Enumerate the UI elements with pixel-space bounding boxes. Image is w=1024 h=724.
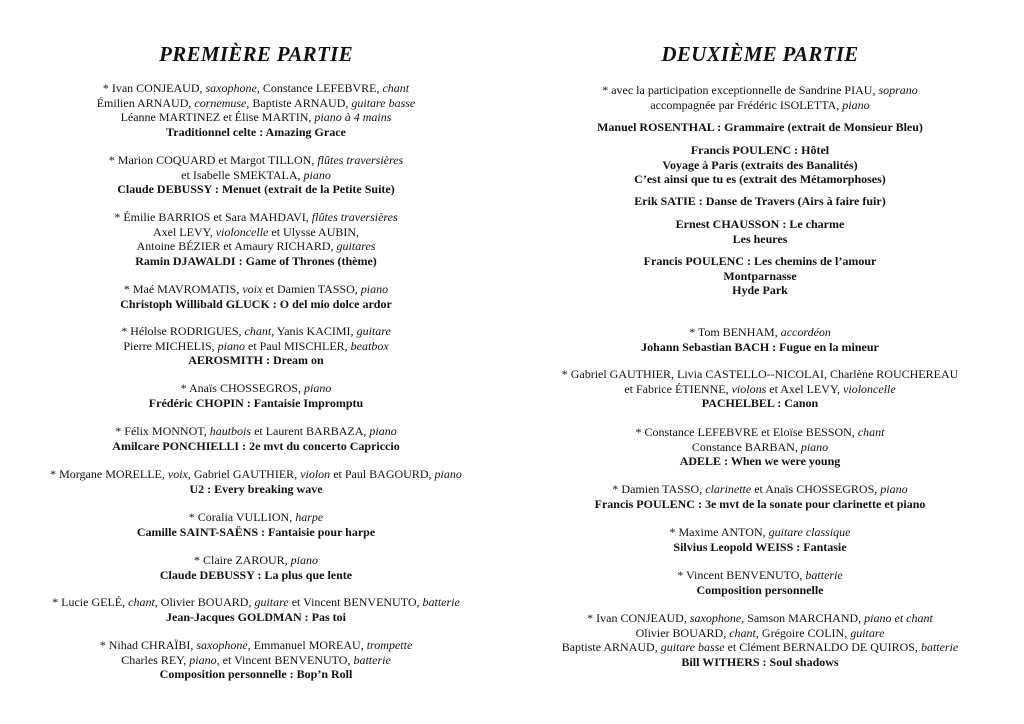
instrument: violoncelle xyxy=(843,381,896,396)
entry-line xyxy=(500,83,1020,98)
part-two-title: DEUXIÈME PARTIE xyxy=(661,42,859,66)
entry-line xyxy=(500,217,1020,232)
entry-line xyxy=(500,283,1020,298)
entry-line xyxy=(500,340,1020,355)
performer-text: * Nihad CHRAÏBI, xyxy=(99,638,197,652)
instrument: chant xyxy=(857,425,885,439)
entry-line xyxy=(0,339,512,354)
entry-line xyxy=(0,595,512,610)
instrument: piano xyxy=(189,652,217,667)
entry-line xyxy=(0,81,512,96)
program-entry xyxy=(500,194,1020,209)
instrument: violon xyxy=(300,467,331,481)
performer-text: * Félix MONNOT, xyxy=(115,424,210,438)
entry-line xyxy=(500,583,1020,598)
instrument: chant xyxy=(128,595,155,609)
performer-text: et Vincent BENVENUTO, xyxy=(288,595,423,609)
entry-line xyxy=(500,626,1020,641)
program-entry xyxy=(0,510,512,539)
piece-title: Jean-Jacques GOLDMAN : Pas toi xyxy=(166,609,346,624)
performer-text: Baptiste ARNAUD, xyxy=(561,640,661,655)
program-entry xyxy=(500,611,1020,669)
piece-title: Montparnasse xyxy=(723,268,797,283)
entry-line xyxy=(0,525,512,540)
performer-text: , Olivier BOUARD, xyxy=(154,595,255,609)
performer-text: * Vincent BENVENUTO, xyxy=(677,568,806,582)
performer-text: * Lucie GELÉ, xyxy=(52,595,129,609)
performer-text: et Paul MISCHLER, xyxy=(245,338,351,353)
entry-line xyxy=(500,269,1020,284)
entry-line xyxy=(500,655,1020,670)
entry-line xyxy=(0,324,512,339)
performer-text: * Ivan CONJEAUD, xyxy=(587,611,690,625)
instrument: chant xyxy=(729,625,756,640)
entry-line xyxy=(500,158,1020,173)
instrument: saxophone xyxy=(205,81,257,95)
instrument: guitare basse xyxy=(660,640,725,655)
program-entry xyxy=(500,217,1020,246)
instrument: guitare xyxy=(356,324,391,338)
instrument: batterie xyxy=(920,640,959,655)
entry-line xyxy=(0,610,512,625)
performer-text: * Damien TASSO, xyxy=(612,482,706,496)
instrument: piano xyxy=(800,439,829,454)
performer-text: et Fabrice ÉTIENNE, xyxy=(624,381,732,396)
instrument: clarinette xyxy=(705,482,752,496)
entry-line xyxy=(500,382,1020,397)
entry-line xyxy=(0,282,512,297)
instrument: cornemuse xyxy=(194,95,247,110)
entry-line xyxy=(500,525,1020,540)
instrument: accordéon xyxy=(780,325,831,339)
piece-title: Ramin DJAWALDI : Game of Thrones (thème) xyxy=(135,253,377,268)
performer-text: * Hélolse RODRIGUES, xyxy=(121,324,245,338)
entry-line xyxy=(0,638,512,653)
entry-line xyxy=(0,510,512,525)
instrument: guitare basse xyxy=(351,95,416,110)
entry-line xyxy=(500,425,1020,440)
performer-text: * Gabriel GAUTHIER, Livia CASTELLO--NICOLAI, Charlène ROUCHEREAU xyxy=(561,367,959,381)
program-entry xyxy=(0,282,512,311)
performer-text: * Marion COQUARD et Margot TILLON, xyxy=(108,153,318,167)
piece-title: Francis POULENC : 3e mvt de la sonate pour clarinette et piano xyxy=(594,496,926,511)
program-entry xyxy=(0,553,512,582)
performer-text: et Axel LEVY, xyxy=(766,381,844,396)
piece-title: Erik SATIE : Danse de Travers (Airs à faire fuir) xyxy=(634,194,886,208)
instrument: guitare classique xyxy=(768,525,851,539)
performer-text: * Ivan CONJEAUD, xyxy=(102,81,206,95)
performer-text: , Gabriel GAUTHIER, xyxy=(187,467,301,481)
performer-text: * Émilie BARRIOS et Sara MAHDAVI, xyxy=(114,210,312,224)
part-one-title: PREMIÈRE PARTIE xyxy=(159,42,353,66)
performer-text: Antoine BÉZIER et Amaury RICHARD, xyxy=(136,239,337,254)
entry-line xyxy=(500,325,1020,340)
program-entry xyxy=(500,425,1020,469)
piece-title: Claude DEBUSSY : Menuet (extrait de la Petite Suite) xyxy=(117,182,395,197)
entry-line xyxy=(0,568,512,583)
entry-line xyxy=(0,153,512,168)
piece-title: PACHELBEL : Canon xyxy=(701,396,819,411)
piece-title: Bill WITHERS : Soul shadows xyxy=(681,654,839,669)
piece-title: Johann Sebastian BACH : Fugue en la mineur xyxy=(641,339,879,354)
entry-line xyxy=(0,439,512,454)
program-entry xyxy=(500,367,1020,411)
entry-line xyxy=(0,110,512,125)
performer-text: Léanne MARTINEZ et Élise MARTIN, xyxy=(120,110,315,125)
entry-line xyxy=(0,381,512,396)
performer-text: et Ulysse AUBIN, xyxy=(268,224,360,239)
piece-title: Silvius Leopold WEISS : Fantasie xyxy=(673,539,847,554)
piece-title: C’est ainsi que tu es (extrait des Métamorphoses) xyxy=(634,172,886,187)
program-entry xyxy=(500,254,1020,298)
entry-line xyxy=(0,210,512,225)
performer-text: * Morgane MORELLE, xyxy=(50,467,168,481)
piece-title: Composition personnelle xyxy=(696,582,824,597)
performer-text: et Paul BAGOURD, xyxy=(330,467,435,481)
entry-line xyxy=(0,667,512,682)
performer-text: , Yanis KACIMI, xyxy=(271,324,357,338)
performer-text: , Constance LEFEBVRE, xyxy=(256,81,383,95)
piece-title: Frédéric CHOPIN : Fantaisie Impromptu xyxy=(148,395,364,410)
program-entry xyxy=(0,595,512,624)
instrument: piano xyxy=(217,338,245,353)
piece-title: U2 : Every breaking wave xyxy=(189,481,323,496)
program-entry xyxy=(500,83,1020,112)
performer-text: Olivier BOUARD, xyxy=(635,625,730,640)
instrument: violoncelle xyxy=(215,224,269,239)
instrument: voix xyxy=(242,282,263,296)
entry-line xyxy=(0,396,512,411)
instrument: harpe xyxy=(295,510,324,524)
program-entry xyxy=(0,424,512,453)
performer-text: , Emmanuel MOREAU, xyxy=(247,638,367,652)
program-entry xyxy=(0,210,512,268)
entry-line xyxy=(500,497,1020,512)
instrument: piano xyxy=(842,97,870,112)
entry-line xyxy=(0,96,512,111)
instrument: piano xyxy=(434,467,462,481)
instrument: guitare xyxy=(254,595,289,609)
entry-line xyxy=(0,239,512,254)
entry-line xyxy=(0,254,512,269)
instrument: guitares xyxy=(336,239,376,254)
performer-text: Émilien ARNAUD, xyxy=(96,95,195,110)
entry-line xyxy=(500,98,1020,113)
piece-title: Traditionnel celte : Amazing Grace xyxy=(166,124,346,139)
instrument: piano xyxy=(369,424,397,438)
entry-line xyxy=(500,540,1020,555)
entry-line xyxy=(0,353,512,368)
performer-text: , Samson MARCHAND, xyxy=(741,611,865,625)
performer-text: et Anaïs CHOSSEGROS, xyxy=(751,482,881,496)
piece-title: AEROSMITH : Dream on xyxy=(188,353,324,368)
program-entry xyxy=(0,638,512,682)
entry-line xyxy=(0,653,512,668)
instrument: flûtes traversières xyxy=(317,153,404,167)
performer-text: Constance BARBAN, xyxy=(691,439,801,454)
entry-line xyxy=(500,254,1020,269)
piece-title: Ernest CHAUSSON : Le charme xyxy=(675,217,845,231)
instrument: batterie xyxy=(422,595,460,609)
piece-title: Christoph Willibald GLUCK : O del mio dolce ardor xyxy=(120,296,392,311)
piece-title: Camille SAINT-SAËNS : Fantaisie pour harpe xyxy=(136,524,376,539)
entry-line xyxy=(500,454,1020,469)
instrument: flûtes traversières xyxy=(311,210,398,224)
entry-line xyxy=(0,125,512,140)
instrument: violons xyxy=(731,381,767,396)
entry-line xyxy=(500,440,1020,455)
instrument: saxophone xyxy=(689,611,742,625)
instrument: chant xyxy=(244,324,272,338)
instrument: piano et chant xyxy=(864,611,933,625)
piece-title: Claude DEBUSSY : La plus que lente xyxy=(159,567,353,582)
entry-line xyxy=(500,396,1020,411)
entry-line xyxy=(500,143,1020,158)
program-entry xyxy=(0,467,512,496)
program-entry xyxy=(500,120,1020,135)
instrument: saxophone xyxy=(196,638,248,652)
performer-text: accompagnée par Frédéric ISOLETTA, xyxy=(650,97,843,112)
entry-line xyxy=(500,611,1020,626)
instrument: trompette xyxy=(366,638,413,652)
performer-text: * Maxime ANTON, xyxy=(669,525,769,539)
instrument: batterie xyxy=(805,568,843,582)
entry-line xyxy=(500,172,1020,187)
instrument: guitare xyxy=(850,625,885,640)
entry-line xyxy=(0,482,512,497)
program-entry xyxy=(0,381,512,410)
instrument: soprano xyxy=(878,83,918,97)
instrument: piano xyxy=(360,282,389,296)
piece-title: ADELE : When we were young xyxy=(679,454,841,469)
performer-text: Axel LEVY, xyxy=(152,224,216,239)
program-entry xyxy=(0,153,512,197)
instrument: beatbox xyxy=(350,338,389,353)
performer-text: * Claire ZAROUR, xyxy=(194,553,291,567)
instrument: piano à 4 mains xyxy=(314,110,392,125)
entry-line xyxy=(500,120,1020,135)
performer-text: , Baptiste ARNAUD, xyxy=(246,95,352,110)
instrument: piano xyxy=(880,482,908,496)
piece-title: Amilcare PONCHIELLI : 2e mvt du concerto Capriccio xyxy=(112,438,400,453)
program-entry xyxy=(500,525,1020,554)
performer-text: et Laurent BARBAZA, xyxy=(251,424,370,438)
entry-line xyxy=(500,232,1020,247)
instrument: piano xyxy=(303,167,331,182)
entry-line xyxy=(500,640,1020,655)
piece-title: Les heures xyxy=(732,231,788,246)
entry-line xyxy=(500,568,1020,583)
program-entry xyxy=(500,482,1020,511)
performer-text: * Tom BENHAM, xyxy=(689,325,781,339)
performer-text: et Damien TASSO, xyxy=(262,282,361,296)
instrument: voix xyxy=(167,467,188,481)
entry-line xyxy=(500,194,1020,209)
performer-text: Pierre MICHELIS, xyxy=(123,338,218,353)
piece-title: Francis POULENC : Les chemins de l’amour xyxy=(643,254,877,268)
instrument: hautbois xyxy=(209,424,252,438)
performer-text: * Constance LEFEBVRE et Eloïse BESSON, xyxy=(635,425,858,439)
entry-line xyxy=(0,168,512,183)
entry-line xyxy=(500,482,1020,497)
program-entry xyxy=(500,143,1020,187)
program-entry xyxy=(500,568,1020,597)
instrument: chant xyxy=(382,81,410,95)
piece-title: Voyage à Paris (extraits des Banalités) xyxy=(662,157,858,172)
entry-line xyxy=(500,367,1020,382)
entry-line xyxy=(0,467,512,482)
program-entry xyxy=(0,324,512,368)
piece-title: Hyde Park xyxy=(732,283,788,298)
instrument: piano xyxy=(290,553,318,567)
performer-text: * Coralia VULLION, xyxy=(188,510,296,524)
instrument: batterie xyxy=(353,652,391,667)
performer-text: * Maé MAVROMATIS, xyxy=(123,282,243,296)
piece-title: Manuel ROSENTHAL : Grammaire (extrait de Monsieur Bleu) xyxy=(597,120,923,134)
piece-title: Composition personnelle : Bop’n Roll xyxy=(159,667,353,682)
performer-text: Charles REY, xyxy=(121,652,190,667)
performer-text: , et Vincent BENVENUTO, xyxy=(216,652,354,667)
performer-text: , Grégoire COLIN, xyxy=(755,625,851,640)
performer-text: * Anaïs CHOSSEGROS, xyxy=(180,381,304,395)
entry-line xyxy=(0,182,512,197)
program-entry xyxy=(500,325,1020,354)
performer-text: * avec la participation exceptionnelle de Sandrine PIAU, xyxy=(602,83,879,97)
piece-title: Francis POULENC : Hôtel xyxy=(690,143,830,157)
entry-line xyxy=(0,225,512,240)
instrument: piano xyxy=(304,381,332,395)
entry-line xyxy=(0,297,512,312)
entry-line xyxy=(0,553,512,568)
performer-text: et Isabelle SMEKTALA, xyxy=(181,167,304,182)
entry-line xyxy=(0,424,512,439)
program-entry xyxy=(0,81,512,139)
performer-text: et Clément BERNALDO DE QUIROS, xyxy=(724,640,921,655)
